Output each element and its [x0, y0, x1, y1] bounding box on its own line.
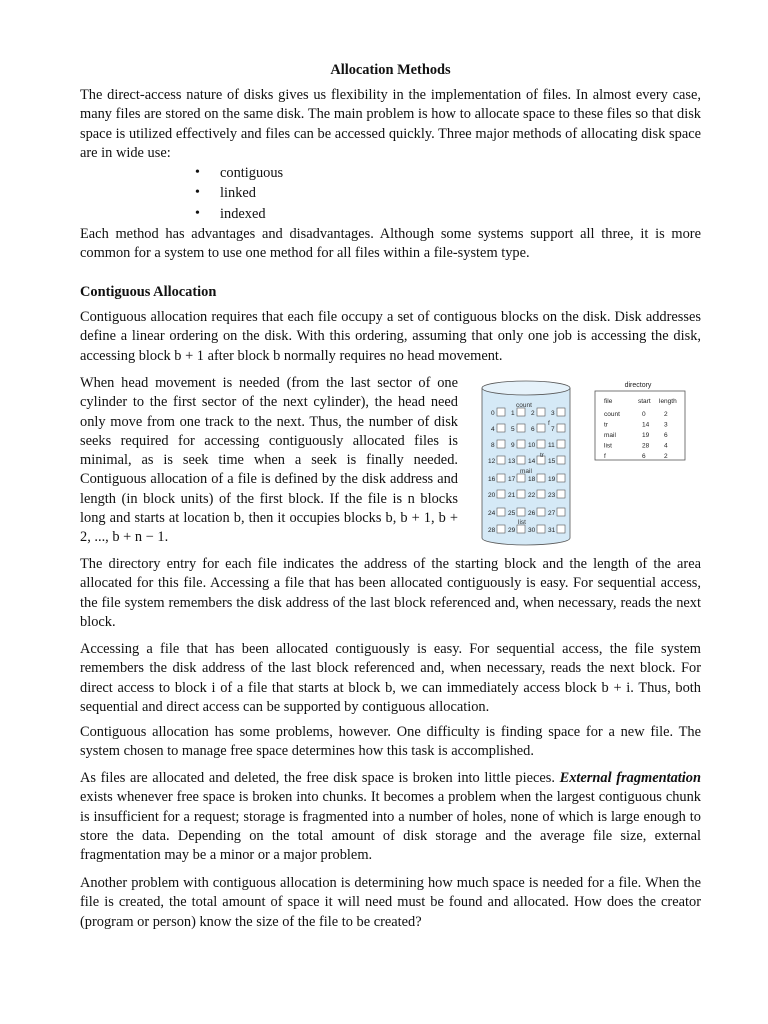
contiguous-allocation-figure [480, 378, 708, 548]
intro-paragraph: The direct-access nature of disks gives us flexibility in the implementation of files. In almost every case, many files are stored on the same disk. The main problem is how to allocate space to these files so that disk space is utilized effectively and files can be accessed quickly. Three major methods of allocating disk space are in wide use: [80, 87, 701, 161]
disk-block [511, 440, 525, 449]
list-item: • contiguous [192, 163, 283, 183]
directory-header-file: file [604, 398, 613, 405]
disk-block-number: 19 [548, 476, 556, 483]
disk-block-cell [537, 440, 545, 448]
directory-cell-length: 6 [664, 432, 668, 439]
disk-block-cell [497, 508, 505, 516]
disk-block [531, 408, 545, 417]
disk-block-number: 10 [528, 442, 536, 449]
directory-cell-start: 0 [642, 411, 646, 418]
directory-cell-file: count [604, 411, 620, 418]
disk-block-number: 8 [491, 442, 495, 449]
disk-block-cell [497, 456, 505, 464]
disk-block-cell [557, 508, 565, 516]
contiguous-intro-paragraph: Contiguous allocation requires that each file occupy a set of contiguous blocks on the disk. Disk addresses define a linear ordering on the disk. With this ordering, assuming that only one job is accessing the disk, accessing block b + 1 after block b normally requires no head movement. [80, 309, 701, 364]
disk-block-cell [497, 424, 505, 432]
disk-block-cell [537, 525, 545, 533]
disk-cylinder-top [482, 381, 570, 395]
disk-block-number: 5 [511, 426, 515, 433]
disk-block-cell [557, 408, 565, 416]
disk-block-cell [517, 508, 525, 516]
disk-block-number: 24 [488, 510, 496, 517]
disk-block-number: 23 [548, 492, 556, 499]
directory-cell-length: 4 [664, 442, 668, 450]
advantages-paragraph: Each method has advantages and disadvantages. Although some systems support all three, it is more common for a system to use one method for all files within a file-system type. [80, 226, 701, 262]
disk-block-cell [537, 408, 545, 416]
disk-block-cell [497, 440, 505, 448]
directory-cell-file: mail [604, 432, 616, 439]
disk-block-cell [557, 424, 565, 432]
fragmentation-text-before: As files are allocated and deleted, the free disk space is broken into little pieces. [80, 770, 560, 786]
disk-block-number: 27 [548, 510, 556, 517]
disk-block [551, 408, 565, 417]
directory-cell-file: f [604, 453, 606, 460]
disk-block-number: 14 [528, 458, 536, 465]
disk-label-count: count [516, 402, 532, 409]
directory-cell-length: 2 [664, 411, 668, 418]
disk-block [511, 408, 525, 417]
disk-block-number: 30 [528, 527, 536, 534]
access-paragraph: Accessing a file that has been allocated contiguously is easy. For sequential access, the file system remembers the disk address of the last block referenced and, when necessary, reads the next block. For direct access to block i of a file that starts at block b, we can immediately access block b + i. Thus, both sequential and direct access can be supported by contiguous allocation. [80, 641, 701, 715]
disk-block [511, 424, 525, 433]
directory-cell-file: tr [604, 421, 608, 429]
disk-block-number: 18 [528, 476, 536, 483]
disk-block-cell [557, 525, 565, 533]
disk-block-cell [497, 490, 505, 498]
disk-block-cell [557, 456, 565, 464]
disk-block-cell [557, 474, 565, 482]
another-problem-paragraph: Another problem with contiguous allocation is determining how much space is needed for a file. When the file is created, the total amount of space it will need must be found and allocated. How does the creator (program or person) know the size of the file to be created? [80, 875, 701, 930]
disk-block-cell [497, 408, 505, 416]
disk-block-cell [557, 440, 565, 448]
disk-block-cell [537, 490, 545, 498]
disk-block-cell [517, 408, 525, 416]
disk-block-number: 2 [531, 410, 535, 417]
disk-block-cell [517, 474, 525, 482]
directory-cell-length: 2 [664, 453, 668, 460]
directory-cell-start: 28 [642, 442, 650, 450]
list-item: • linked [192, 183, 283, 203]
disk-block-number: 13 [508, 458, 516, 465]
figure-svg [480, 378, 708, 548]
disk-block-number: 7 [551, 426, 555, 433]
disk-block-number: 25 [508, 510, 516, 517]
disk-block-cell [517, 456, 525, 464]
methods-list [192, 163, 283, 224]
disk-block-number: 28 [488, 527, 496, 534]
disk-block-cell [517, 424, 525, 432]
disk-block-number: 9 [511, 442, 515, 449]
directory-cell-file: list [604, 442, 612, 450]
disk-block-cell [537, 474, 545, 482]
fragmentation-text-after: exists whenever free space is broken into chunks. It becomes a problem when the largest contiguous chunk is insufficient for a request; storage is fragmented into a number of holes, none of which is large enough to store the data. Depending on the total amount of disk storage and the average file size, external fragmentation may be a minor or a major problem. [80, 789, 701, 864]
head-movement-paragraph: When head movement is needed (from the last sector of one cylinder to the first sector of the next cylinder), the head need only move from one track to the next. Thus, the number of disk seeks required for accessing contiguously allocated files is minimal, as is seek time when a seek is finally needed. Contiguous allocation of a file is defined by the disk address and length (in block units) of the first block. If the file is n blocks long and starts at location b, then it occupies blocks b, b + 1, b + 2, ..., b + n − 1. [80, 375, 458, 546]
disk-block [491, 424, 505, 433]
disk-block [491, 408, 505, 417]
disk-block-number: 12 [488, 458, 496, 465]
problems-paragraph: Contiguous allocation has some problems, however. One difficulty is finding space for a new file. The system chosen to manage free space determines how this task is accomplished. [80, 724, 701, 760]
disk-block-number: 0 [491, 410, 495, 417]
directory-cell-start: 6 [642, 453, 646, 460]
disk-block-cell [517, 440, 525, 448]
disk-block-cell [537, 424, 545, 432]
disk-block [531, 424, 545, 433]
disk-block-number: 16 [488, 476, 496, 483]
directory-header-start: start [638, 398, 651, 405]
disk-label-f: f [548, 420, 550, 427]
fragmentation-paragraph [80, 769, 701, 865]
fragmentation-term: External fragmentation [559, 770, 701, 786]
disk-label-tr: tr [540, 452, 544, 459]
disk-block-number: 26 [528, 510, 536, 517]
disk-block-number: 31 [548, 527, 556, 534]
disk-block [551, 424, 565, 433]
disk-block-number: 15 [548, 458, 556, 465]
page-title: Allocation Methods [330, 62, 451, 78]
disk-block-number: 4 [491, 426, 495, 433]
disk-block-number: 11 [548, 442, 555, 449]
disk-block-number: 29 [508, 527, 516, 534]
directory-cell-start: 14 [642, 421, 650, 429]
disk-block-number: 20 [488, 492, 496, 499]
disk-block-number: 1 [511, 410, 515, 417]
directory-header-length: length [659, 398, 677, 405]
disk-label-list: list [518, 519, 526, 526]
disk-block-cell [497, 525, 505, 533]
disk-block-number: 21 [508, 492, 516, 499]
directory-entry-paragraph: The directory entry for each file indicates the address of the starting block and the length of the area allocated for this file. Accessing a file that has been allocated contiguously is easy. For sequential access, the file system remembers the disk address of the last block referenced and, when necessary, reads the next block. [80, 556, 701, 630]
directory-cell-length: 3 [664, 421, 668, 429]
disk-block-number: 6 [531, 426, 535, 433]
disk-block [491, 440, 505, 449]
disk-block-number: 22 [528, 492, 536, 499]
disk-block-cell [537, 508, 545, 516]
disk-block-number: 17 [508, 476, 516, 483]
section-heading: Contiguous Allocation [80, 284, 217, 300]
disk-block-cell [517, 525, 525, 533]
disk-block-number: 3 [551, 410, 555, 417]
disk-label-mail: mail [520, 468, 532, 475]
disk-block-cell [517, 490, 525, 498]
disk-block-cell [557, 490, 565, 498]
list-item: • indexed [192, 204, 283, 224]
disk-block-cell [497, 474, 505, 482]
directory-title: directory [624, 382, 652, 389]
directory-cell-start: 19 [642, 432, 650, 439]
